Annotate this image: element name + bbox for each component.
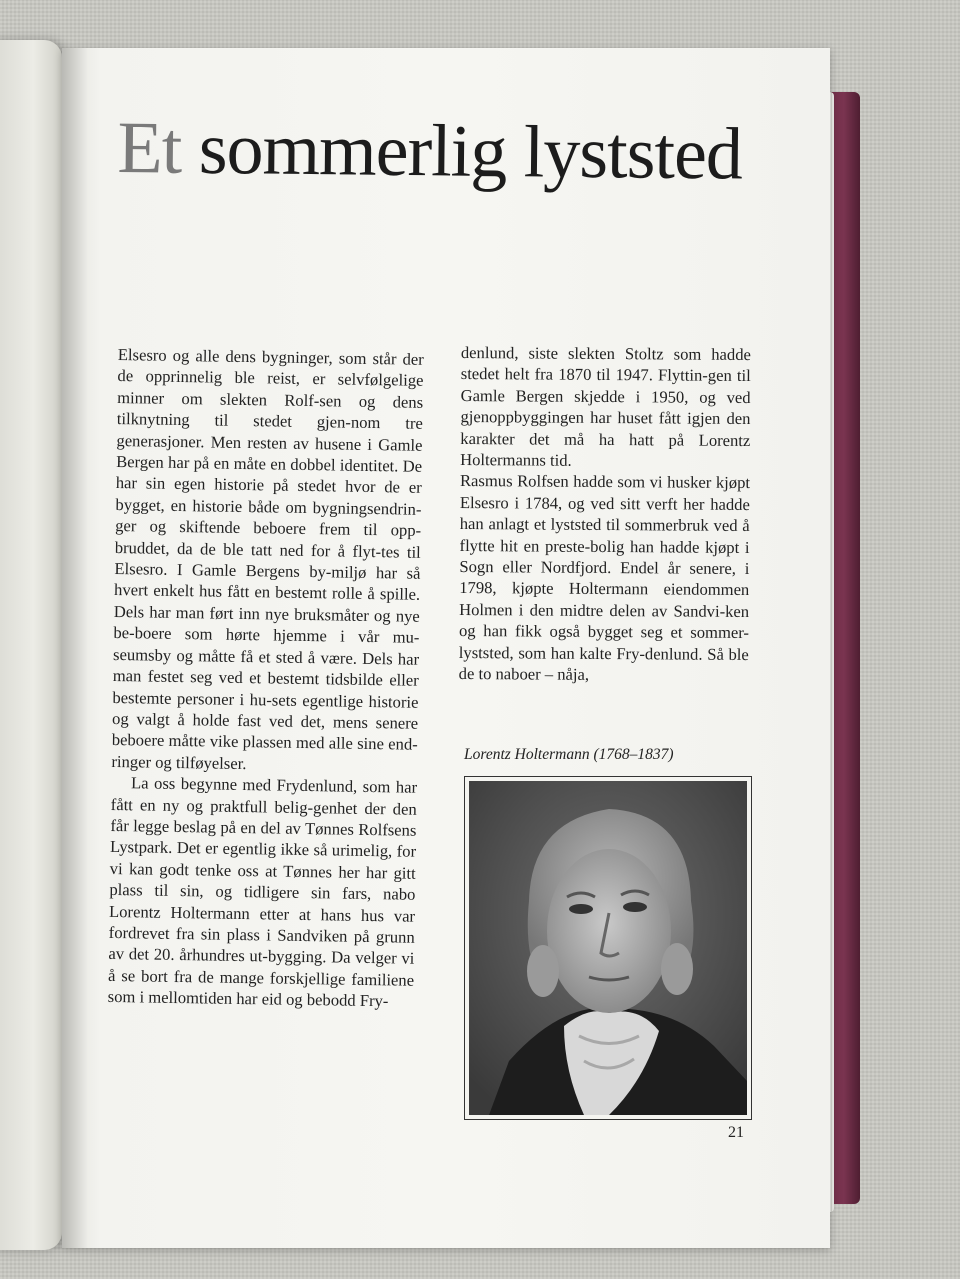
page-number: 21	[728, 1124, 744, 1141]
page-title	[117, 106, 742, 198]
page-title-first-word: Et	[117, 106, 182, 190]
page-title-rest: sommerlig lyststed	[180, 107, 743, 196]
right-text-column	[459, 342, 751, 687]
right-paragraph-1: denlund, siste slekten Stoltz som hadde stedet helt fra 1870 til 1947. Flyttin-gen til Gamle Bergen skjedde i 1950, og ved gjenoppbyggingen har huset fått igjen den karakter det må ha hatt på Lorentz Holtermanns tid.	[460, 342, 751, 470]
left-paragraph-1: Elsesro og alle dens bygninger, som står der de opprinnelig ble reist, er selvfølgelige minner om slekten Rolf-sen og dens tilknytning til stedet gjen-nom tre generasjoner. Men resten av husene i Gamle Bergen har på en måte en dobbel identitet. De har sin egen historie på stedet hvor de er bygget, en historie både om bygningsendrin-ger og skiftende beboere frem til opp-bruddet, da de ble tatt ned for å flyt-tes til Elsesro. I Gamle Bergens by-miljø har så hvert enkelt hus fått en bestemt rolle å spille. Dels har man ført inn nye bruksmåter og nye be-boere som hørte hjemme i vår mu-seumsby og måtte få et sted å være. Dels har man festet seg ved et bestemt tidsbilde eller bestemte personer i hu-sets egentlige historie og valgt å holde fast ved det, mens senere beboere måtte vike plassen med alle sine end-ringer og tilføyelser.	[111, 344, 424, 773]
left-paragraph-2: La oss begynne med Frydenlund, som har fått en ny og praktfull belig-genhet der den får legge beslag på en del av Tønnes Rolfsens Lystpark. Det er egentlig ikke så urimelig, for vi kan godt tenke oss at Tønnes her har gitt plass til sin, og tidligere sin fars, nabo Lorentz Holtermann etter at hans hus var fordrevet fra sin plass i Sandviken på grunn av det 20. århundres ut-bygging. Da velger vi å se bort fra de mange forskjellige familiene som i mellomtiden har eid og bebodd Fry-	[107, 773, 418, 1011]
left-text-column	[108, 344, 424, 1012]
right-paragraph-2: Rasmus Rolfsen hadde som vi husker kjøpt Elsesro i 1784, og ved sitt verft her hadde han anlagt et lyststed til sommerbruk ved å flytte hit en preste-bolig han hadde kjøpt i Sogn eller Nordfjord. Endel år senere, i 1798, kjøpte Holtermann eiendommen Holmen i den midtre delen av Sandvi-ken og han fikk også bygget seg et sommer-lyststed, som han kalte Fry-denlund. Så ble de to naboer – nåja,	[458, 471, 751, 684]
book-page	[62, 48, 830, 1248]
portrait-image	[469, 781, 747, 1115]
gutter-shadow	[62, 48, 88, 1248]
facing-left-page	[0, 40, 62, 1250]
portrait-figure	[464, 776, 752, 1120]
portrait-caption: Lorentz Holtermann (1768–1837)	[464, 746, 674, 763]
